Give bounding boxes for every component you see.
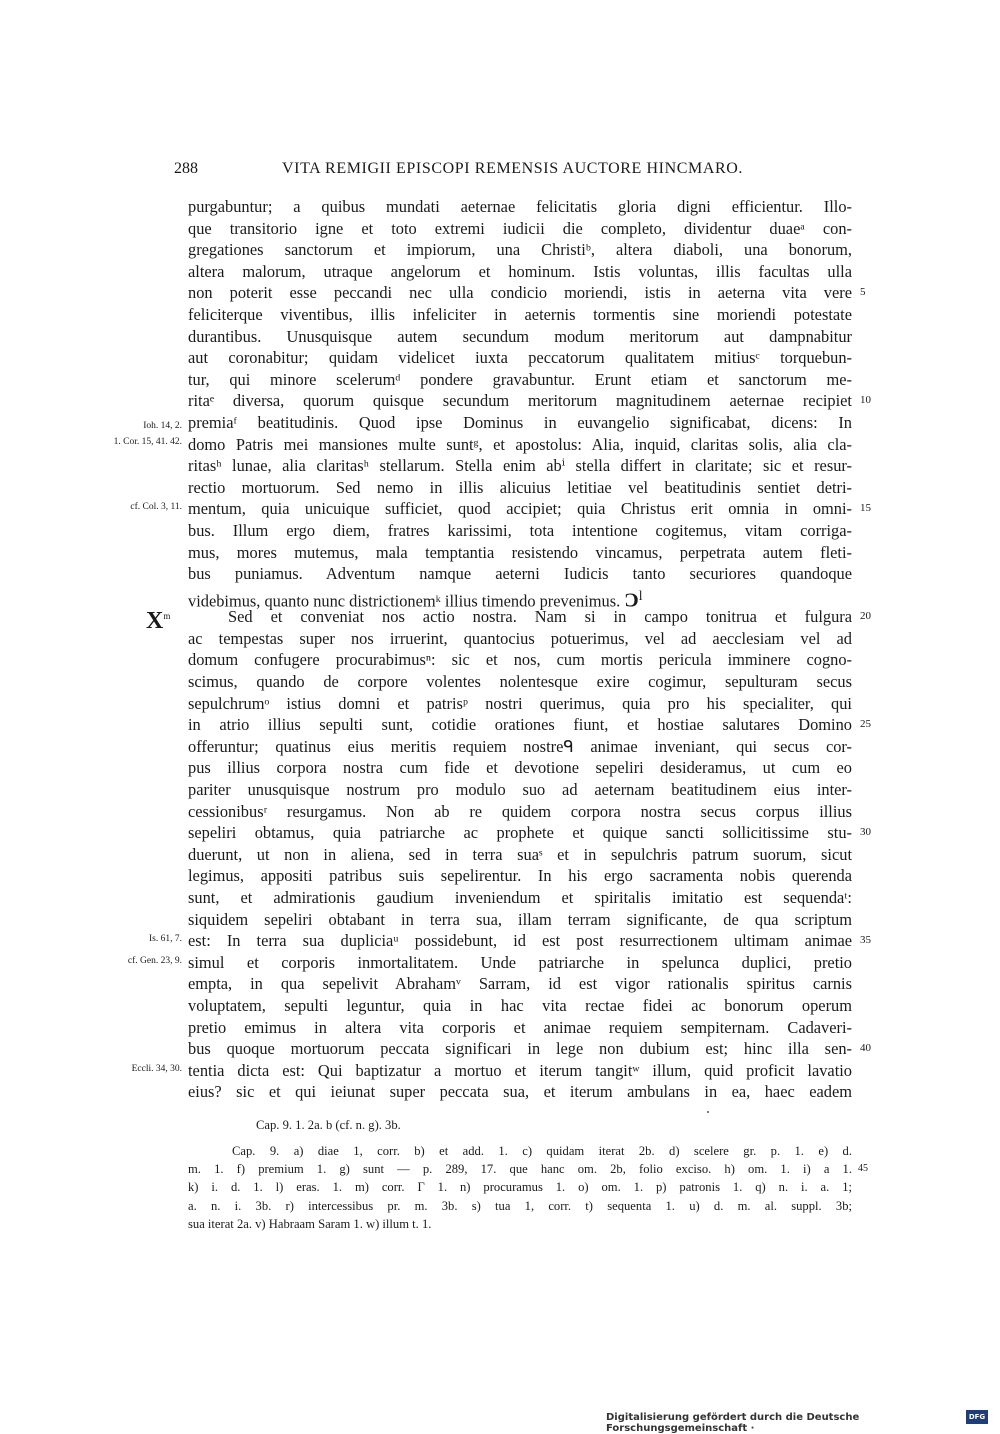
margin-reference: cf. Col. 3, 11. [130, 502, 182, 512]
text-line: domum confugere procurabimusⁿ: sic et nos, cum mortis pericula imminere cogno- [188, 650, 852, 670]
bracket-mark: Ɔ [624, 589, 639, 612]
text-line: pretio emimus in altera vita corporis et animae requiem sempiternam. Cadaveri- [188, 1017, 852, 1037]
text-line: legimus, appositi patribus suis sepelirentur. In his ergo sacramenta nobis querenda [188, 866, 852, 886]
text-line: offeruntur; quatinus eius meritis requiem nostreᑫ animae inveniant, qui secus cor- [188, 736, 852, 756]
margin-reference: cf. Gen. 23, 9. [127, 956, 182, 966]
text-line: tentia dicta est: Qui baptizatur a mortuo et iterum tangitʷ illum, quid proficit lavatio [188, 1060, 852, 1080]
critical-apparatus [188, 1142, 852, 1233]
line-number: 40 [860, 1042, 871, 1055]
line-number: 10 [860, 394, 871, 407]
text-line: rectio mortuorum. Sed nemo in illis alicuius letitiae vel beatitudinis sentiet detri- [188, 477, 852, 497]
text-line: siquidem sepeliri obtabant in terra sua, illam terram significante, de qua scriptum [188, 909, 852, 929]
line-number: 30 [860, 826, 871, 839]
footer-credit: Digitalisierung gefördert durch die Deutsche Forschungsgemeinschaft · [606, 1412, 860, 1434]
sigil-sup: m [163, 611, 171, 621]
text-line: gregationes sanctorum et impiorum, una Christiᵇ, altera diaboli, una bonorum, [188, 240, 852, 260]
text-line: ac tempestas super nos irruerint, quantocius potuerimus, vel ad aecclesiam vel ad [188, 628, 852, 648]
dfg-logo-text: DFG [968, 1413, 986, 1421]
line-number: 5 [860, 286, 866, 299]
text-line: mus, mores mutemus, mala temptantia resistendo vincamus, perpetrata autem fleti- [188, 542, 852, 562]
margin-reference: Ioh. 14, 2. [143, 421, 182, 431]
text-line: altera malorum, utraque angelorum et hominum. Istis voluntas, illis facultas ulla [188, 261, 852, 281]
sigil-letter: X [146, 608, 164, 634]
line-number: 25 [860, 718, 871, 731]
main-text [188, 196, 852, 1125]
text-line: sepulchrumᵒ istius domni et patrisᵖ nostri querimus, quia pro his specialiter, qui [188, 693, 852, 713]
text-line-with-mark [188, 585, 852, 612]
line-number: 35 [860, 934, 871, 947]
section-sigil [146, 606, 170, 633]
text-line: feliciterque viventibus, illis infeliciter in aeternis tormentis sine moriendi potestate [188, 304, 852, 324]
text-line: in atrio illius sepulti sunt, cotidie orationes fiunt, et hostiae salutares Domino [188, 715, 852, 735]
apparatus-line: Cap. 9. a) diae 1, corr. b) et add. 1. c) quidam iterat 2b. d) scelere gr. p. 1. e) d. [232, 1144, 852, 1158]
text-line: bus. Illum ergo diem, fratres karissimi, tota intentione cogitemus, vitam corriga- [188, 520, 852, 540]
apparatus-line: sua iterat 2a. v) Habraam Saram 1. w) illum t. 1. [188, 1216, 432, 1231]
dfg-logo [966, 1410, 988, 1424]
variants-heading: Cap. 9. 1. 2a. b (cf. n. g). 3b. [256, 1118, 401, 1132]
line-number: 20 [860, 610, 871, 623]
text-line: cessionibusʳ resurgamus. Non ab re quidem corpora nostra secus corpus illius [188, 801, 852, 821]
apparatus-line: a. n. i. 3b. r) intercessibus pr. m. 3b. s) tua 1, corr. t) sequenta 1. u) d. m. al. suppl. 3b; [188, 1198, 852, 1213]
text-line: mentum, quia unicuique sufficiet, quod accipiet; quia Christus erit omnia in omni- [188, 499, 852, 519]
text-line: bus puniamus. Adventum namque aeterni Iudicis tanto securiores quandoque [188, 564, 852, 584]
stray-dot [707, 1111, 709, 1113]
text-line: bus quoque mortuorum peccata significari in lege non dubium est; hinc illa sen- [188, 1039, 852, 1059]
page-number: 288 [174, 160, 198, 177]
text-line: premiaᶠ beatitudinis. Quod ipse Dominus in euvangelio significabat, dicens: In [188, 412, 852, 432]
apparatus-line: m. 1. f) premium 1. g) sunt — p. 289, 17. que hanc om. 2b, folio exciso. h) om. 1. i) a 1. [188, 1162, 852, 1177]
text-line: que transitorio igne et toto extremi iudicii die completo, dividentur duaeᵃ con- [188, 218, 852, 238]
line-number: 15 [860, 502, 871, 515]
bracket-sup: l [638, 587, 643, 603]
apparatus-line: k) i. d. 1. l) eras. 1. m) corr. Γ 1. n) procuramus 1. o) om. 1. p) patronis 1. q) n. i. a. 1; [188, 1180, 852, 1195]
text-line: durantibus. Unusquisque autem secundum modum meritorum aut dampnabitur [188, 326, 852, 346]
text-line: ritasʰ lunae, alia claritasʰ stellarum. Stella enim abⁱ stella differt in claritate; sic et resur- [188, 456, 852, 476]
text-line: scimus, quando de corpore volentes nolentesque exire cogimur, sepulturam secus [188, 672, 852, 692]
running-title: VITA REMIGII EPISCOPI REMENSIS AUCTORE HINCMARO. [282, 160, 744, 177]
line-number: 45 [858, 1163, 868, 1175]
text-line: ritaᵉ diversa, quorum quisque secundum meritorum magnitudinem aeternae recipiet [188, 391, 852, 411]
text-line: est: In terra sua dupliciaᵘ possidebunt, id est post resurrectionem ultimam animae [188, 931, 852, 951]
text-line: domo Patris mei mansiones multe suntᵍ, et apostolus: Alia, inquid, claritas solis, alia cla- [188, 434, 852, 454]
text-line: sepeliri obtamus, quia patriarche ac prophete et quique sancti sollicitissime stu- [188, 823, 852, 843]
text-line: empta, in qua sepelivit Abrahamᵛ Sarram, id est vigor rationalis spiritus carnis [188, 974, 852, 994]
margin-reference: Eccli. 34, 30. [131, 1064, 182, 1074]
text-line: duerunt, ut non in aliena, sed in terra suaˢ et in sepulchris patrum suorum, sicut [188, 844, 852, 864]
text-line: pus illius corpora nostra cum fide et devotione sepeliri desideramus, ut cum eo [188, 758, 852, 778]
text-line: non poterit esse peccandi nec ulla condicio moriendi, istis in aeterna vita vere [188, 283, 852, 303]
text-line: Sed et conveniat nos actio nostra. Nam si in campo tonitrua et fulgura [228, 607, 852, 627]
text-line: voluptatem, sepulti leguntur, quia in hac vita rectae fidei ac bonorum operum [188, 995, 852, 1015]
text-line: aut coronabitur; quidam videlicet iuxta peccatorum qualitatem mitiusᶜ torquebun- [188, 348, 852, 368]
text-line: sunt, et admirationis gaudium inveniendum et spiritalis imitatio est sequendaᵗ: [188, 888, 852, 907]
text-line: simul et corporis inmortalitatem. Unde patriarche in spelunca duplici, pretio [188, 952, 852, 972]
margin-reference: 1. Cor. 15, 41. 42. [113, 437, 182, 447]
text-line: videbimus, quanto nunc districtionemᵏ illius timendo prevenimus. [188, 591, 621, 611]
text-line: purgabuntur; a quibus mundati aeternae felicitatis gloria digni efficientur. Illo- [188, 197, 852, 216]
margin-reference: Is. 61, 7. [149, 934, 182, 944]
text-line: pariter unusquisque nostrum pro modulo suo ad aeternam beatitudinem eius inter- [188, 780, 852, 800]
text-line: eius? sic et qui ieiunat super peccata sua, et iterum ambulans in ea, haec eadem [188, 1082, 852, 1102]
text-line: tur, qui minore scelerumᵈ pondere gravabuntur. Erunt etiam et sanctorum me- [188, 369, 852, 389]
